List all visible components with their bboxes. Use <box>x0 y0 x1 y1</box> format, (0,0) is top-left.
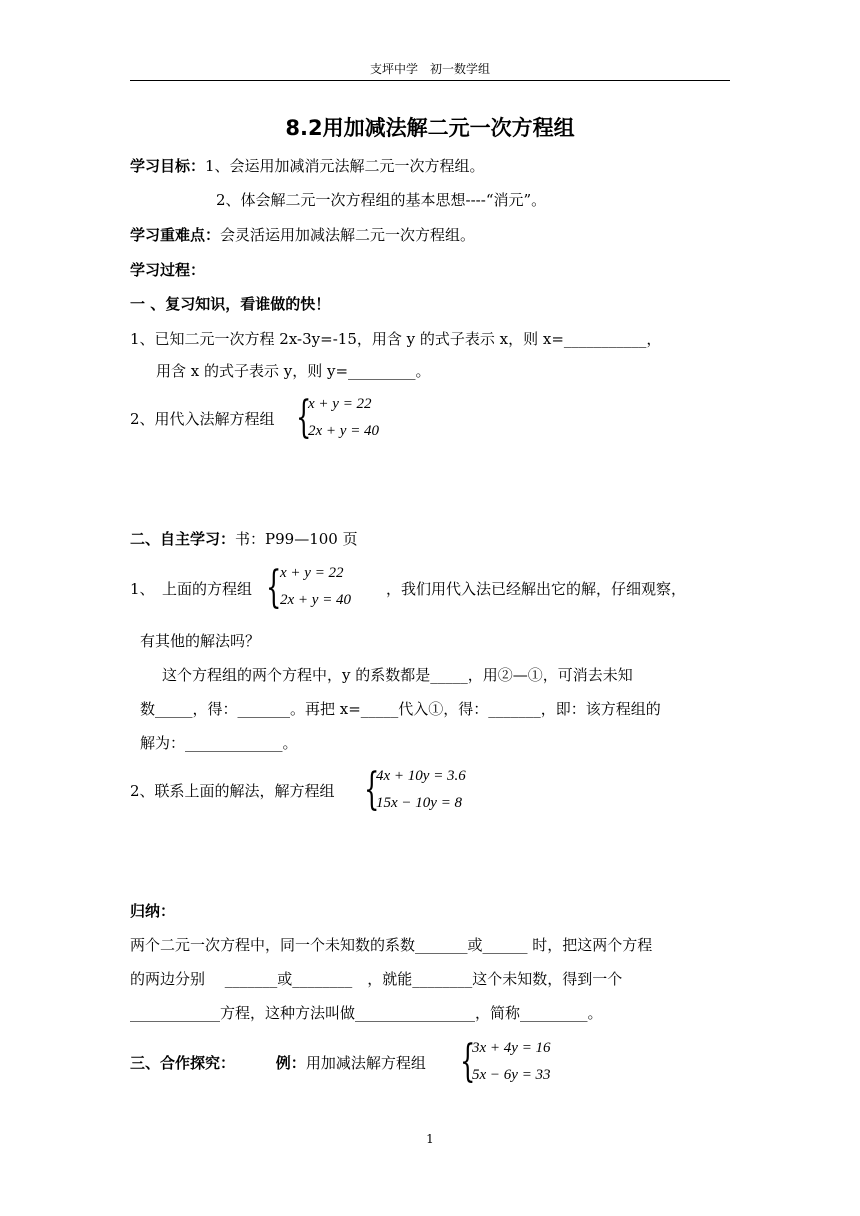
section1-q1-line2: 用含 x 的式子表示 y，则 y=_________。 <box>156 362 431 380</box>
section2-heading: 二、自主学习： <box>130 530 236 548</box>
summary-line2: 的两边分别 _______或________ ，就能________这个未知数，得到一个 <box>130 970 623 988</box>
section3-heading: 三、合作探究： <box>130 1054 236 1072</box>
section1-q2-text: 2、用代入法解方程组 <box>130 410 275 428</box>
goals-item-2: 2、体会解二元一次方程组的基本思想----“消元”。 <box>216 191 547 209</box>
section1-heading: 一 、复习知识，看谁做的快！ <box>130 295 331 313</box>
brace-symbol: { <box>296 392 312 443</box>
header-divider <box>130 80 730 81</box>
difficulty-label: 学习重难点： <box>130 226 221 244</box>
summary-heading: 归纳： <box>130 902 176 920</box>
goals-label: 学习目标： <box>130 157 206 175</box>
section1-q2-eq1: x + y = 22 <box>308 396 372 412</box>
example-label: 例： <box>275 1054 306 1072</box>
section2-para-line3: 解为：_____________。 <box>140 734 298 752</box>
section1-q2-eq2: 2x + y = 40 <box>308 423 380 439</box>
summary-line3: ____________方程，这种方法叫做________________，简称_________。 <box>130 1004 603 1022</box>
section2-q1-line2: 有其他的解法吗？ <box>140 632 261 650</box>
brace-symbol: { <box>266 562 282 613</box>
section3-eq2: 5x − 6y = 33 <box>472 1067 551 1083</box>
section2-heading-row <box>130 528 358 549</box>
section2-para-line1: 这个方程组的两个方程中，y 的系数都是_____，用②—①，可消去未知 <box>162 666 633 684</box>
page-title: 8.2用加减法解二元一次方程组 <box>285 116 575 140</box>
section2-para-line2: 数_____，得：_______。再把 x=_____代入①，得：_______，即：该方程组的 <box>140 700 661 718</box>
section2-ref: 书：P99—100 页 <box>235 530 358 548</box>
goals-row <box>130 155 485 176</box>
section3-eq1: 3x + 4y = 16 <box>472 1040 551 1056</box>
section2-q1-suffix: ，我们用代入法已经解出它的解，仔细观察， <box>386 580 687 598</box>
section2-q1-eq2: 2x + y = 40 <box>280 592 352 608</box>
brace-symbol: { <box>460 1036 476 1087</box>
section2-q2-eq2: 15x − 10y = 8 <box>376 795 463 811</box>
page-number: 1 <box>426 1132 434 1146</box>
difficulty-row <box>130 224 475 245</box>
difficulty-text: 会灵活运用加减法解二元一次方程组。 <box>220 226 476 244</box>
process-label: 学习过程： <box>130 261 206 279</box>
summary-line1: 两个二元一次方程中，同一个未知数的系数_______或______ 时，把这两个方程 <box>130 936 653 954</box>
section2-q2-eq1: 4x + 10y = 3.6 <box>376 768 466 784</box>
goals-item-1: 1、会运用加减消元法解二元一次方程组。 <box>205 157 485 175</box>
section2-q1-eq1: x + y = 22 <box>280 565 344 581</box>
section3-row <box>130 1052 426 1073</box>
example-text: 用加减法解方程组 <box>305 1054 426 1072</box>
brace-symbol: { <box>364 764 380 815</box>
section1-q1-line1: 1、已知二元一次方程 2x-3y=-15，用含 y 的式子表示 x，则 x=___________， <box>130 330 662 348</box>
page-header: 支坪中学 初一数学组 <box>369 62 490 76</box>
section2-q1-prefix: 1、 上面的方程组 <box>130 580 253 598</box>
section2-q2-text: 2、联系上面的解法，解方程组 <box>130 782 335 800</box>
